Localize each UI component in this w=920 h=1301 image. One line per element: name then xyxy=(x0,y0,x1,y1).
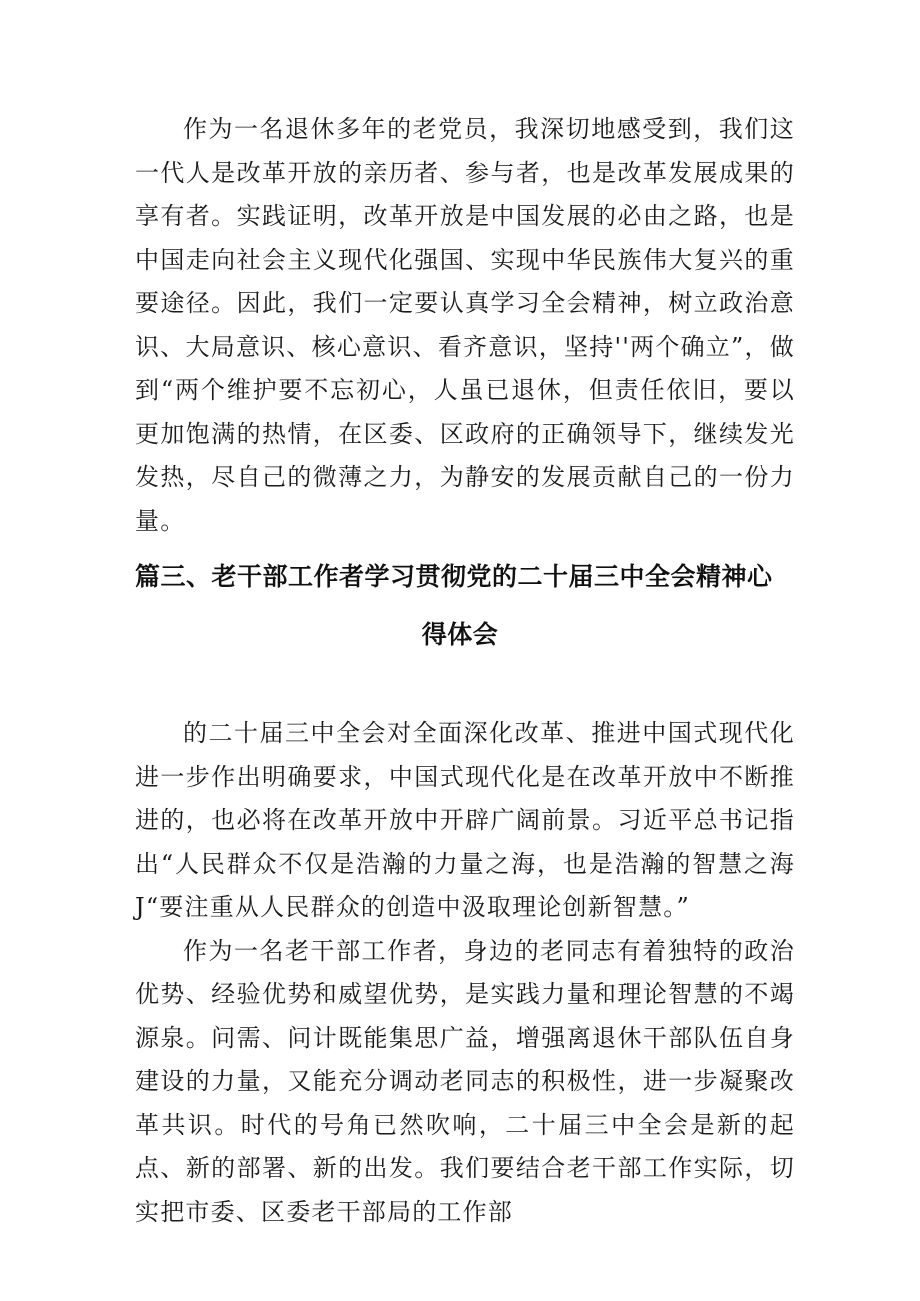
paragraph-plenum-intro: 的二十届三中全会对全面深化改革、推进中国式现代化进一步作出明确要求，中国式现代化是在改革开放中不断推进的，也必将在改革开放中开辟广阔前景。习近平总书记指出“人民群众不仅是浩瀚的力量之海，也是浩瀚的智慧之海J“要注重从人民群众的创造中汲取理论创新智慧。” xyxy=(135,719,795,921)
section-heading-line1: 篇三、老干部工作者学习贯彻党的二十届三中全会精神心 xyxy=(135,562,773,591)
paragraph-cadre-worker: 作为一名老干部工作者，身边的老同志有着独特的政治优势、经验优势和威望优势，是实践力量和理论智慧的不竭源泉。问需、问计既能集思广益，增强离退休干部队伍自身建设的力量，又能充分调动老同志的积极性，进一步凝聚改革共识。时代的号角已然吹响，二十届三中全会是新的起点、新的部署、新的出发。我们要结合老干部工作实际，切实把市委、区委老干部局的工作部 xyxy=(135,936,795,1226)
section-heading-line2: 得体会 xyxy=(421,620,499,649)
document-body-section3 xyxy=(135,712,795,1234)
paragraph-retired-member: 作为一名退休多年的老党员，我深切地感受到，我们这一代人是改革开放的亲历者、参与者，也是改革发展成果的享有者。实践证明，改革开放是中国发展的必由之路，也是中国走向社会主义现代化强国、实现中华民族伟大复兴的重要途径。因此，我们一定要认真学习全会精神，树立政治意识、大局意识、核心意识、看齐意识，坚持''两个确立”，做到“两个维护要不忘初心，人虽已退休，但责任依旧，要以更加饱满的热情，在区委、区政府的正确领导下，继续发光发热，尽自己的微薄之力，为静安的发展贡献自己的一份力量。 xyxy=(135,115,795,535)
document-body-top xyxy=(135,108,795,543)
